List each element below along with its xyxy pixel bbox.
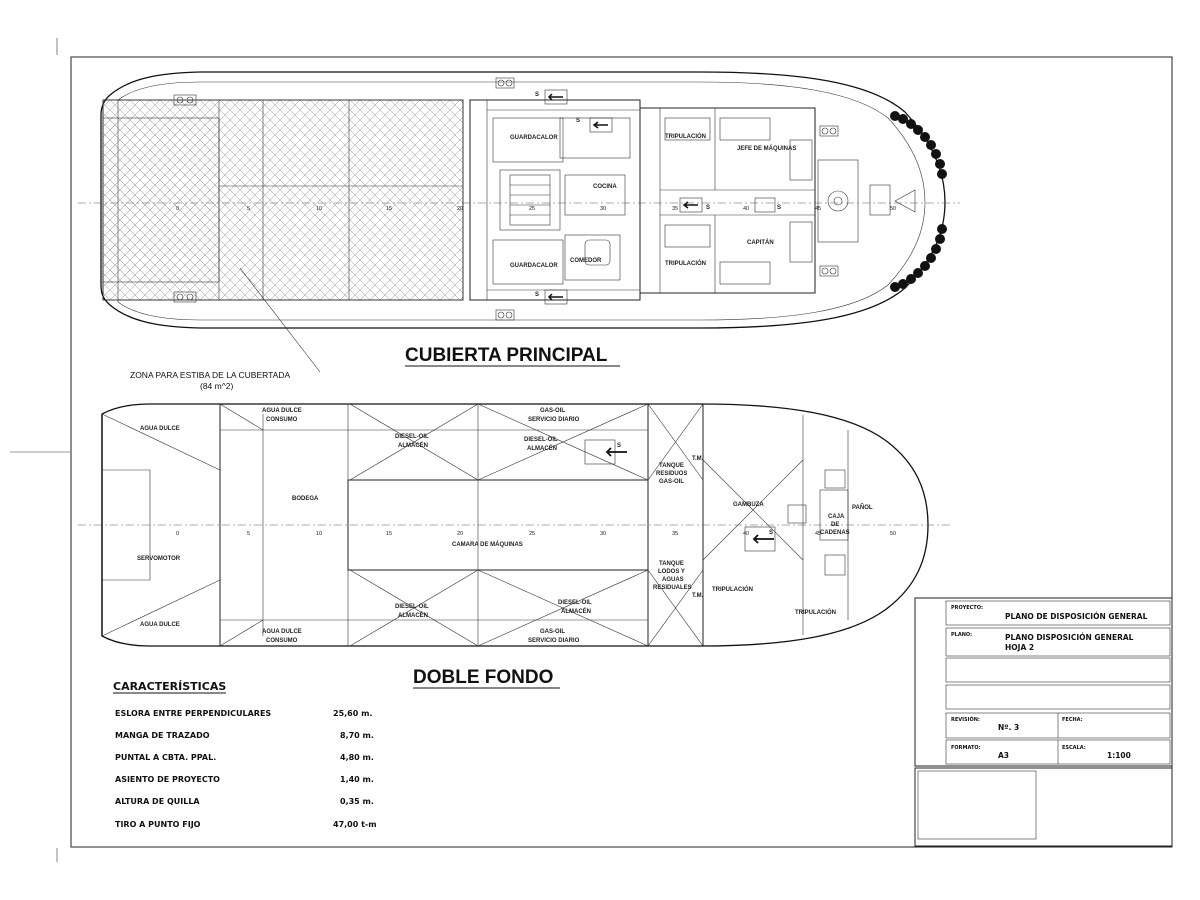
tank-label-diesel-oil: ALMACÉN: [398, 613, 428, 619]
tank-label-agua-dulce-consumo: CONSUMO: [266, 638, 298, 644]
characteristic-label: ALTURA DE QUILLA: [115, 797, 200, 806]
frame-tick: 0: [176, 206, 180, 212]
room-label-jefe-maquinas: JEFE DE MÁQUINAS: [737, 146, 797, 152]
frame-tick: 45: [815, 206, 822, 212]
room-label-caja-cadenas: DE: [831, 522, 840, 528]
proyecto-key: PROYECTO:: [951, 605, 983, 611]
room-label-caja-cadenas: CADENAS: [820, 530, 850, 536]
room-label-servomotor: SERVOMOTOR: [137, 556, 181, 562]
characteristic-value: 47,00 t-m: [333, 820, 377, 829]
cargo-zone-note: ZONA PARA ESTIBA DE LA CUBERTADA: [130, 370, 291, 380]
frame-tick: 30: [600, 206, 607, 212]
formato-key: FORMATO:: [951, 745, 981, 751]
characteristics-title: CARACTERÍSTICAS: [113, 680, 227, 693]
tank-label-agua-dulce-consumo: CONSUMO: [266, 417, 298, 423]
frame-tick: 20: [457, 206, 464, 212]
proyecto-value: PLANO DE DISPOSICIÓN GENERAL: [1005, 612, 1148, 621]
characteristic-value: 4,80 m.: [340, 753, 374, 762]
main-deck-title: CUBIERTA PRINCIPAL: [405, 345, 608, 366]
characteristic-value: 25,60 m.: [333, 709, 373, 718]
svg-text:S: S: [535, 92, 540, 98]
stair-icon: [745, 527, 775, 551]
svg-text:S: S: [777, 205, 782, 211]
characteristic-label: PUNTAL A CBTA. PPAL.: [115, 753, 217, 762]
characteristic-value: 1,40 m.: [340, 775, 374, 784]
tank-label-residuos: GAS-OIL: [659, 479, 684, 485]
frame-tick: 15: [386, 206, 393, 212]
frame-tick: 5: [247, 206, 251, 212]
bollard-icon: [496, 310, 514, 320]
stair-icon: [535, 290, 567, 304]
escala-value: 1:100: [1107, 751, 1131, 760]
revision-value: Nº. 3: [998, 723, 1020, 732]
formato-value: A3: [998, 751, 1010, 760]
bollard-icon: [820, 266, 838, 276]
svg-text:S: S: [706, 205, 711, 211]
stair-icon: [680, 198, 710, 212]
tank-label-diesel-oil: ALMACÉN: [398, 443, 428, 449]
frame-tick: 30: [600, 531, 607, 537]
plano-key: PLANO:: [951, 632, 973, 638]
room-label-guardacalor: GUARDACALOR: [510, 135, 558, 141]
svg-text:S: S: [769, 530, 774, 536]
bollard-icon: [496, 78, 514, 88]
revision-key: REVISIÓN:: [951, 717, 980, 723]
tank-label-diesel-oil: ALMACÉN: [527, 446, 557, 452]
frame-tick: 25: [529, 531, 536, 537]
tank-label-agua-dulce: AGUA DULCE: [140, 426, 180, 432]
frame-tick: 50: [890, 531, 897, 537]
tank-label-gas-oil: GAS-OIL: [540, 408, 565, 414]
tank-label-diesel-oil: DIESEL-OIL: [524, 437, 558, 443]
tank-label-diesel-oil: DIESEL-OIL: [395, 434, 429, 440]
room-label-tripulacion: TRIPULACIÓN: [712, 587, 753, 593]
frame-tick: 35: [672, 531, 679, 537]
room-label-tripulacion: TRIPULACIÓN: [665, 134, 706, 140]
characteristic-value: 0,35 m.: [340, 797, 374, 806]
stair-icon: [576, 118, 612, 132]
frame-tick: 40: [743, 531, 750, 537]
room-label-cocina: COCINA: [593, 184, 617, 190]
frame-tick: 50: [890, 206, 897, 212]
tank-label-tm: T.M.: [692, 593, 704, 599]
tank-label-lodos: TANQUE: [659, 561, 684, 567]
tank-label-tm: T.M.: [692, 456, 704, 462]
plano-value: PLANO DISPOSICIÓN GENERAL: [1005, 633, 1134, 642]
room-label-guardacalor: GUARDACALOR: [510, 263, 558, 269]
frame-tick: 20: [457, 531, 464, 537]
tank-label-agua-dulce-consumo: AGUA DULCE: [262, 629, 302, 635]
frame-tick: 40: [743, 206, 750, 212]
frame-tick: 5: [247, 531, 251, 537]
characteristic-value: 8,70 m.: [340, 731, 374, 740]
tank-label-residuos: TANQUE: [659, 463, 684, 469]
room-label-tripulacion: TRIPULACIÓN: [665, 261, 706, 267]
tank-label-gas-oil: GAS-OIL: [540, 629, 565, 635]
room-label-gambuza: GAMBUZA: [733, 502, 764, 508]
characteristic-label: MANGA DE TRAZADO: [115, 731, 210, 740]
svg-text:S: S: [617, 443, 622, 449]
frame-tick: 35: [672, 206, 679, 212]
room-label-tripulacion: TRIPULACIÓN: [795, 610, 836, 616]
frame-tick: 25: [529, 206, 536, 212]
frame-tick: 0: [176, 531, 180, 537]
frame-tick: 10: [316, 206, 323, 212]
tank-label-gas-oil: SERVICIO DIARIO: [528, 417, 580, 423]
escala-key: ESCALA:: [1062, 745, 1086, 751]
room-label-bodega: BODEGA: [292, 496, 319, 502]
frame-tick: 45: [815, 531, 822, 537]
double-bottom-title: DOBLE FONDO: [413, 667, 554, 688]
bow-fender-icon: [890, 111, 947, 292]
fecha-key: FECHA:: [1062, 717, 1083, 723]
characteristic-label: ESLORA ENTRE PERPENDICULARES: [115, 709, 272, 718]
svg-text:S: S: [576, 118, 581, 124]
cargo-zone-area: (84 m^2): [200, 381, 234, 391]
stair-icon: [755, 198, 781, 212]
room-label-comedor: COMEDOR: [570, 258, 602, 264]
tank-label-agua-dulce: AGUA DULCE: [140, 622, 180, 628]
tank-label-lodos: LODOS Y: [658, 569, 685, 575]
tank-label-residuos: RESIDUOS: [656, 471, 688, 477]
svg-text:S: S: [535, 292, 540, 298]
tank-label-agua-dulce-consumo: AGUA DULCE: [262, 408, 302, 414]
double-bottom-plan: [78, 404, 950, 688]
characteristic-label: ASIENTO DE PROYECTO: [115, 775, 220, 784]
room-label-camara-maquinas: CAMARA DE MÁQUINAS: [452, 542, 523, 548]
room-label-capitan: CAPITÁN: [747, 240, 774, 246]
stair-icon: [585, 440, 627, 464]
tank-label-diesel-oil: DIESEL-OIL: [395, 604, 429, 610]
frame-tick: 10: [316, 531, 323, 537]
tank-label-gas-oil: SERVICIO DIARIO: [528, 638, 580, 644]
main-deck-plan: [78, 72, 960, 391]
tank-label-lodos: AGUAS: [662, 577, 684, 583]
room-label-caja-cadenas: CAJA: [828, 514, 845, 520]
tank-label-lodos: RESIDUALES: [653, 585, 692, 591]
title-block: [915, 598, 1172, 846]
bollard-icon: [820, 126, 838, 136]
tank-label-diesel-oil: ALMACÉN: [561, 609, 591, 615]
characteristics-table: [113, 680, 377, 829]
room-label-panol: PAÑOL: [852, 505, 873, 511]
tank-label-diesel-oil: DIESEL-OIL: [558, 600, 592, 606]
stair-icon: [535, 90, 567, 104]
characteristic-label: TIRO A PUNTO FIJO: [115, 820, 201, 829]
frame-tick: 15: [386, 531, 393, 537]
plano-sheet: HOJA 2: [1005, 643, 1035, 652]
